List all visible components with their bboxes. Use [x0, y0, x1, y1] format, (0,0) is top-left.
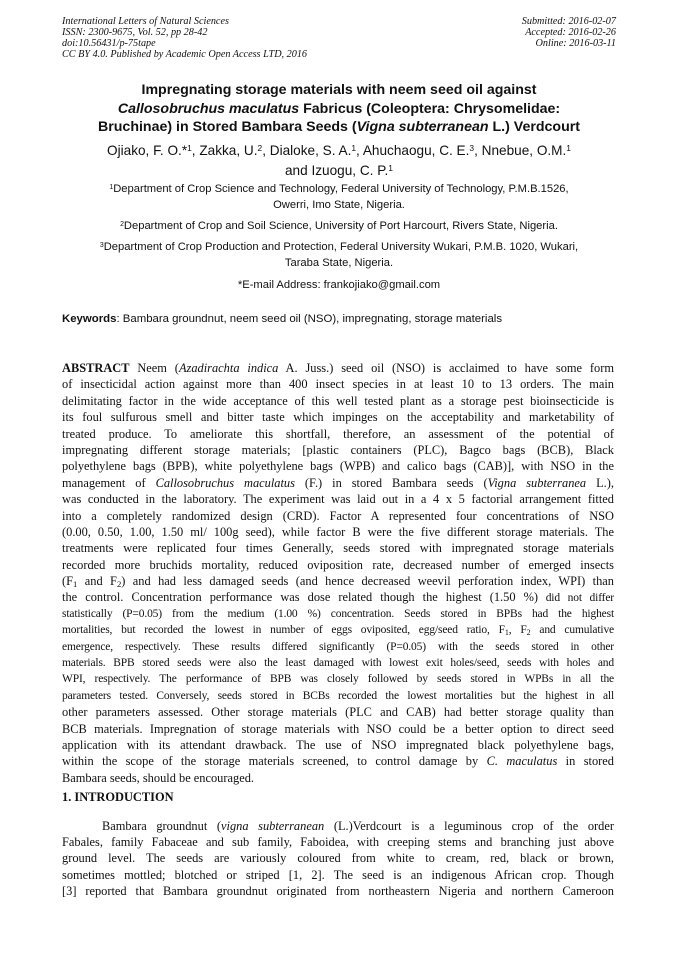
affiliation-1-number: 1 [109, 183, 114, 191]
issn-volume: ISSN: 2300-9675, Vol. 52, pp 28-42 [62, 27, 208, 38]
journal-name: International Letters of Natural Sciences [62, 16, 229, 27]
affiliation-2-line-1 [62, 219, 616, 235]
abstract-line-25 [62, 753, 614, 769]
affiliation-1-line-2: Owerri, Imo State, Nigeria. [273, 198, 405, 211]
abstract-l1b: A. Juss.) seed oil (NSO) is acclaimed to have some form [278, 361, 614, 375]
abstract [62, 360, 614, 786]
abstract-l8i: Callosobruchus maculatus [155, 475, 295, 490]
abstract-l8i2: Vigna subterranea [487, 475, 587, 490]
intro-line-3: ground level. The seeds are variously coloured from white to cream, red, black or brown, [62, 851, 614, 866]
license: CC BY 4.0. Published by Academic Open Access LTD, 2016 [62, 49, 308, 60]
affiliation-3-text: Department of Crop Production and Protection, Federal University Wukari, P.M.B. 1020, Wukari, [103, 241, 579, 253]
abstract-line-15 [62, 589, 614, 605]
section-heading-introduction: 1. INTRODUCTION [62, 790, 174, 804]
abstract-l17s2: 2 [526, 628, 531, 638]
abstract-line-10: into a completely randomized design (CRD). Factor A represented four concentrations of NSO [62, 508, 614, 523]
authors-line-2 [62, 161, 616, 181]
intro-l1i: vigna subterranean [221, 819, 325, 833]
title-line-2 [62, 100, 616, 119]
affiliation-3-number: 3 [99, 241, 104, 249]
abstract-line-9: was conducted in the laboratory. The experiment was laid out in a 4 x 5 factorial arrangement fitted [62, 492, 614, 507]
keywords-label: Keywords [62, 313, 117, 325]
abstract-l8b: (F.) in stored Bambara seeds ( [294, 475, 488, 490]
author-1: Ojiako, F. O.* [107, 143, 188, 158]
abstract-l15b: did not differ [538, 592, 614, 605]
title-species: Callosobruchus maculatus [117, 100, 300, 117]
author-3: , Dialoke, S. A. [262, 143, 352, 158]
affiliation-3-line-1 [62, 240, 616, 256]
abstract-l17b: , F [508, 624, 527, 637]
abstract-l15a: the control. Concentration performance was dose related though the highest (1.50 %) [62, 590, 539, 605]
abstract-line-20: WPI, respectively. The performance of BPB was closely followed by seeds stored in WPBs in all the [62, 673, 614, 686]
author-2: , Zakka, U. [191, 143, 258, 158]
abstract-line-22: other parameters assessed. Other storage materials (PLC and CAB) had better storage quality than [62, 705, 614, 720]
affiliation-1-text: Department of Crop Science and Technology, Federal University of Technology, P.M.B.1526, [113, 183, 569, 195]
abstract-line-18: emergence, respectively. These results differed significantly (P=0.05) with the seeds stored in other [62, 640, 614, 653]
abstract-l14s2: 2 [116, 579, 122, 590]
authors-line-1 [62, 141, 616, 161]
abstract-line-23: BCB materials. Impregnation of storage materials with NSO could be a better option to direct seed [62, 721, 614, 736]
abstract-line-16: statistically (P=0.05) from the medium (1.00 %) concentration. Seeds stored in BPBs had the highest [62, 607, 614, 620]
author-4-affil: 3 [469, 143, 475, 154]
intro-line-4: sometimes mottled; blotched or striped [1, 2]. The seed is an indigenous African crop. Though [62, 867, 614, 882]
author-5: , Nnebue, O.M. [474, 143, 567, 158]
keywords-text: : Bambara groundnut, neem seed oil (NSO), impregnating, storage materials [116, 313, 503, 325]
author-4: , Ahuchaogu, C. E. [356, 143, 470, 158]
abstract-label: ABSTRACT [62, 361, 130, 375]
title-plant: Vigna subterranean [356, 119, 489, 135]
abstract-l8c: L.), [586, 475, 614, 490]
abstract-line-7: polyethylene bags (BPB), white polyethylene bags (WPB) and calico bags (CAB)], with NSO in the [62, 459, 614, 474]
intro-line-1 [62, 818, 614, 834]
affiliation-1 [62, 182, 616, 213]
abstract-line-1 [62, 360, 614, 376]
title-line-3-b: L.) Verdcourt [488, 119, 580, 135]
author-list [62, 141, 616, 181]
doi: doi:10.56431/p-75tape [62, 38, 156, 49]
keywords [62, 313, 502, 325]
affiliation-2 [62, 219, 616, 235]
abstract-line-19: materials. BPB stored seeds were also the least damaged with lowest exit holes/seed, seeds with holes and [62, 657, 614, 670]
abstract-line-5: treated produce. To ameliorate this shortfall, therefore, an assessment of the potential of [62, 426, 614, 441]
affiliation-3 [62, 240, 616, 271]
accepted-date: Accepted: 2016-02-26 [525, 27, 616, 38]
abstract-line-6: impregnating different storage materials; [plastic containers (PLC), Bagco bags (BCB), Black [62, 442, 614, 457]
abstract-l14b: and F [77, 574, 117, 589]
paper-title [62, 81, 616, 137]
abstract-line-24: application with its attendant drawback. The use of NSO impregnated black polyethylene bags, [62, 737, 614, 752]
corresponding-email [62, 278, 616, 294]
online-date: Online: 2016-03-11 [535, 38, 616, 49]
affiliation-2-text: Department of Crop and Soil Science, University of Port Harcourt, Rivers State, Nigeria. [123, 220, 558, 232]
email-text: *E-mail Address: frankojiako@gmail.com [237, 279, 441, 291]
intro-l1a: Bambara groundnut ( [102, 819, 221, 833]
abstract-l14s1: 1 [73, 579, 78, 590]
intro-line-2: Fabales, family Fabaceae and sub family, Faboidea, with creeping stems and branching just above [62, 835, 614, 850]
title-line-3 [62, 118, 616, 137]
abstract-l8a: management of [62, 475, 156, 490]
abstract-line-4: its foul sulfurous smell and bitter taste which impinges on the acceptability and marketability of [62, 410, 614, 425]
affiliation-3-line-2: Taraba State, Nigeria. [284, 256, 394, 269]
author-6: and Izuogu, C. P. [285, 163, 389, 178]
intro-line-5: [3] reported that Bambara groundnut originated from northeastern Nigeria and northern Cameroon [62, 883, 614, 898]
affiliation-2-number: 2 [120, 220, 124, 228]
abstract-l17c: and cumulative [530, 624, 615, 637]
dates-info [522, 16, 616, 49]
author-2-affil: 2 [257, 143, 263, 154]
abstract-line-13: recorded more bruchids mortality, reduced oviposition rate, decreased number of emerged insects [62, 557, 614, 572]
abstract-line-17 [62, 622, 614, 638]
author-1-affil: 1 [187, 143, 192, 154]
title-line-1: Impregnating storage materials with neem seed oil against [141, 82, 537, 98]
abstract-l25b: in stored [557, 754, 614, 769]
abstract-line-21: parameters tested. Conversely, seeds stored in BCBs recorded the lowest mortalities but the highest in all [62, 689, 614, 702]
abstract-line-26: Bambara seeds, should be encouraged. [62, 770, 254, 785]
abstract-l14a: (F [62, 574, 74, 589]
abstract-line-2: of insecticidal action against more than 400 insect species in at least 10 to 13 orders. The main [62, 377, 614, 392]
affiliation-1-line-1 [62, 182, 616, 198]
abstract-line-11: (0.00, 0.50, 1.00, 1.50 ml/ 100g seed), while factor B were the five different storage materials. The [62, 524, 614, 539]
abstract-l17s1: 1 [504, 628, 509, 638]
author-6-affil: 1 [388, 163, 393, 174]
abstract-l25i: C. maculatus [486, 754, 558, 769]
author-3-affil: 1 [351, 143, 357, 154]
abstract-l25a: within the scope of the storage materials screened, to control damage by [62, 754, 487, 769]
submitted-date: Submitted: 2016-02-07 [521, 16, 616, 27]
abstract-line-3: delimitating factor in the wide acceptance of this well tested plant as a storage pest bioinsecticide is [62, 393, 614, 408]
abstract-line-8 [62, 475, 614, 491]
introduction-text [62, 818, 614, 899]
author-5-affil: 1 [566, 143, 571, 154]
abstract-line-14 [62, 573, 614, 589]
abstract-l17: mortalities, but recorded the lowest in number of eggs oviposited, egg/seed ratio, F [62, 624, 505, 637]
abstract-line-12: treatments were replicated four times Generally, seeds stored with impregnated storage materials [62, 541, 614, 556]
abstract-l1a: Neem ( [129, 361, 179, 375]
intro-l1b: (L.)Verdcourt is a leguminous crop of the order [324, 819, 614, 833]
title-line-3-a: Bruchinae) in Stored Bambara Seeds ( [98, 119, 357, 135]
abstract-l14c: ) and had less damaged seeds (and hence decreased weevil perforation index, WPI) than [121, 574, 614, 589]
abstract-l1i: Azadirachta indica [178, 361, 279, 375]
journal-info [62, 16, 307, 60]
title-line-2-rest: Fabricus (Coleoptera: Chrysomelidae: [299, 100, 561, 117]
